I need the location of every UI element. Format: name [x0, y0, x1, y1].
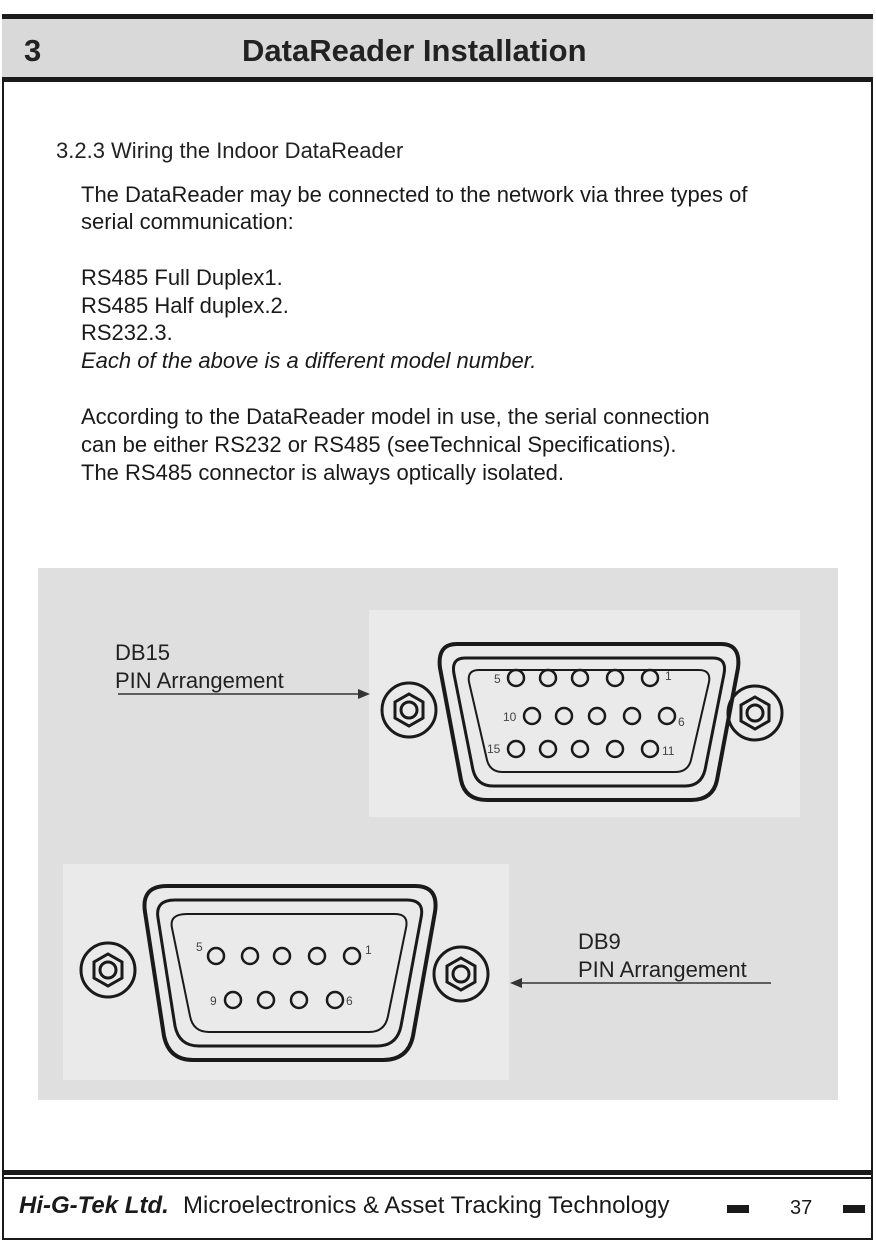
db15-pin: [572, 741, 588, 757]
db9-pin: [344, 948, 360, 964]
db9-pin: [258, 992, 274, 1008]
page-marker-right: [843, 1205, 865, 1213]
db15-pin: [572, 670, 588, 686]
db15-left-screw: [382, 683, 436, 737]
db15-pin-label: 11: [662, 744, 675, 758]
company-tagline: Microelectronics & Asset Tracking Technology: [183, 1192, 670, 1219]
db15-pin-label: 10: [503, 710, 517, 724]
db15-pin: [589, 708, 605, 724]
db15-pin: [556, 708, 572, 724]
db9-pin: [291, 992, 307, 1008]
db9-label-title: DB9: [578, 929, 621, 954]
db9-pin: [208, 948, 224, 964]
company-name: Hi-G-Tek Ltd.: [19, 1192, 169, 1219]
db9-pin-label: 6: [346, 994, 353, 1008]
db9-pin-label: 5: [196, 940, 203, 954]
option-half-duplex: RS485 Half duplex.2.: [81, 293, 289, 318]
para-line-2: can be either RS232 or RS485 (seeTechnical Specifications).: [81, 432, 677, 457]
db15-arrow: [118, 689, 370, 699]
db15-pin-label: 1: [665, 669, 672, 683]
intro-line-2: serial communication:: [81, 209, 294, 234]
db15-pin: [659, 708, 675, 724]
intro-line-1: The DataReader may be connected to the network via three types of: [81, 182, 748, 207]
chapter-title: DataReader Installation: [242, 33, 587, 68]
para-line-3: The RS485 connector is always optically isolated.: [81, 460, 565, 485]
db9-arrow: [510, 978, 771, 988]
section-title: 3.2.3 Wiring the Indoor DataReader: [56, 138, 404, 163]
model-note: Each of the above is a different model number.: [81, 348, 537, 373]
db15-pin-label: 15: [487, 742, 501, 756]
option-rs232: RS232.3.: [81, 320, 173, 345]
db9-label-subtitle: PIN Arrangement: [578, 957, 747, 982]
db15-pin: [642, 741, 658, 757]
db15-pin: [624, 708, 640, 724]
option-full-duplex: RS485 Full Duplex1.: [81, 265, 283, 290]
footer-rule-thin: [2, 1177, 873, 1179]
chapter-number: 3: [24, 33, 42, 68]
db15-label-subtitle: PIN Arrangement: [115, 668, 284, 693]
page-marker-left: [727, 1205, 749, 1213]
db9-left-screw: [81, 943, 135, 997]
db9-pin-label: 9: [210, 994, 217, 1008]
db15-pin: [642, 670, 658, 686]
db9-pin: [242, 948, 258, 964]
db9-pin-label: 1: [365, 943, 372, 957]
para-line-1: According to the DataReader model in use, the serial connection: [81, 404, 710, 429]
page-footer: [2, 1170, 873, 1242]
db15-pin: [540, 670, 556, 686]
db15-pin: [508, 741, 524, 757]
db9-right-screw: [434, 947, 488, 1001]
db15-right-screw: [728, 686, 782, 740]
footer-rule: [2, 1170, 873, 1175]
db15-label-title: DB15: [115, 640, 171, 665]
db9-pin: [274, 948, 290, 964]
db15-pin: [508, 670, 524, 686]
db15-pin: [540, 741, 556, 757]
db9-connector: [63, 864, 509, 1080]
db15-pin-label: 6: [678, 715, 685, 729]
db9-pin: [309, 948, 325, 964]
db9-pin: [327, 992, 343, 1008]
db15-pin: [524, 708, 540, 724]
db9-pin: [225, 992, 241, 1008]
db9-pins: [208, 948, 360, 1008]
db15-pins: [508, 670, 675, 757]
db15-connector: [369, 610, 800, 817]
db15-pin: [607, 670, 623, 686]
page-number: 37: [790, 1197, 813, 1219]
db15-pin: [607, 741, 623, 757]
db15-pin-label: 5: [494, 672, 501, 686]
